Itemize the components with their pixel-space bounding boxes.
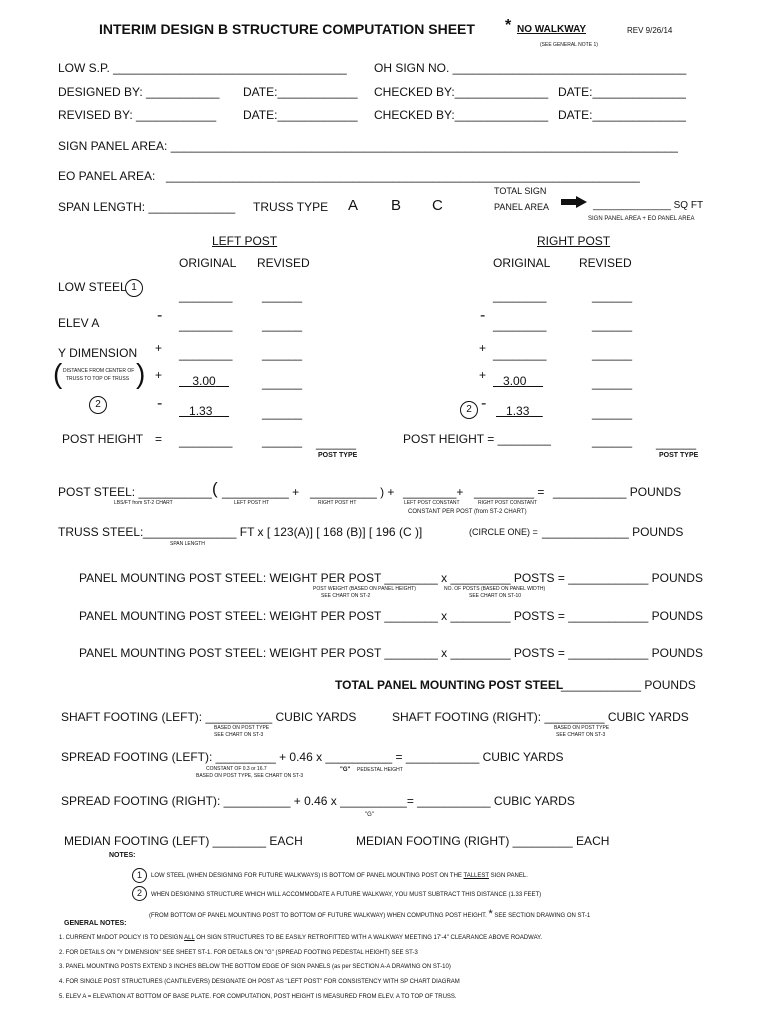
eo-panel-area-field[interactable]: _______________________________________________________________________	[166, 169, 640, 183]
right-post-height-field[interactable]: POST HEIGHT = ________	[403, 432, 551, 446]
right-orig-y-dim[interactable]: ________	[493, 347, 547, 361]
left-value-300: 3.00	[192, 374, 216, 388]
g-note-right: "G"	[365, 812, 374, 818]
low-sp-field[interactable]: LOW S.P. ___________________________________	[58, 61, 347, 75]
left-rev-elev-a[interactable]: ______	[262, 318, 303, 332]
constant-note-1: CONSTANT OF 0.3 or 16.7	[206, 766, 267, 772]
circle-one-label: (CIRCLE ONE) =	[469, 527, 538, 537]
designed-by-field[interactable]: DESIGNED BY: ___________	[58, 85, 220, 99]
left-revised-heading: REVISED	[257, 256, 310, 270]
post-steel-pounds[interactable]: ___________ POUNDS	[553, 485, 682, 499]
distance-note-1: DISTANCE FROM CENTER OF	[63, 368, 135, 374]
g-note: "G"	[340, 767, 351, 773]
left-rev-truss-depth[interactable]: ______	[262, 376, 303, 390]
no-walkway-label: NO WALKWAY	[517, 24, 587, 35]
median-footing-right-field[interactable]: MEDIAN FOOTING (RIGHT) _________ EACH	[356, 834, 610, 848]
left-rev-low-steel[interactable]: ______	[262, 289, 303, 303]
left-orig-y-dim[interactable]: ________	[179, 347, 233, 361]
left-value-133: 1.33	[189, 404, 213, 418]
revision-label: REV 9/26/14	[627, 26, 673, 35]
right-value-133: 1.33	[506, 404, 530, 418]
spread-footing-right-field[interactable]: SPREAD FOOTING (RIGHT): __________ + 0.46 x __________= ___________ CUBIC YARDS	[61, 794, 575, 808]
total-sqft-field[interactable]: ______________ SQ FT	[593, 200, 704, 211]
left-rev-y-dim[interactable]: ______	[262, 347, 303, 361]
plus-sign: +	[479, 368, 487, 382]
span-length-note: SPAN LENGTH	[170, 541, 205, 547]
note-2-marker: 2	[460, 401, 478, 419]
note-1-marker: 1	[132, 868, 147, 883]
left-post-ht-field[interactable]: __________ +	[222, 485, 300, 499]
general-note-3: 3. PANEL MOUNTING POSTS EXTEND 3 INCHES BELOW THE BOTTOM EDGE OF SIGN PANELS (as per SECTION A-A DRAWING ON ST-10)	[59, 964, 451, 970]
eo-panel-area-label: EO PANEL AREA:	[58, 169, 156, 183]
right-post-ht-field[interactable]: __________ ) +	[310, 485, 395, 499]
post-height-label: POST HEIGHT	[62, 432, 144, 446]
arrow-right-icon	[561, 195, 587, 207]
general-note-2: 2. FOR DETAILS ON "Y DIMENSION" SEE SHEET ST-1. FOR DETAILS ON "G" (SPREAD FOOTING PEDESTAL HEIGHT) SEE ST-3	[59, 950, 418, 956]
asterisk-mark: *	[505, 17, 512, 34]
left-original-heading: ORIGINAL	[179, 256, 237, 270]
right-orig-walkway-offset	[496, 405, 543, 417]
truss-option-b[interactable]: B	[391, 197, 402, 214]
right-orig-elev-a[interactable]: ________	[493, 318, 547, 332]
page-title: INTERIM DESIGN B STRUCTURE COMPUTATION SHEET	[99, 21, 475, 37]
open-paren: (	[212, 479, 218, 498]
note-1-main: LOW STEEL (WHEN DESIGNING FOR FUTURE WALKWAYS) IS BOTTOM OF PANEL MOUNTING POST ON THE	[151, 873, 462, 879]
oh-sign-no-field[interactable]: OH SIGN NO. ___________________________________	[374, 61, 687, 75]
general-note-5: 5. ELEV A = ELEVATION AT BOTTOM OF BASE PLATE. FOR COMPUTATION, POST HEIGHT IS MEASURED FROM ELEV. A TO TOP OF TRUSS.	[59, 994, 457, 1000]
shaft-footing-right-field[interactable]: SHAFT FOOTING (RIGHT): _________ CUBIC YARDS	[392, 710, 689, 724]
total-panel-mounting-field[interactable]: ____________ POUNDS	[561, 678, 696, 692]
left-orig-truss-depth	[179, 375, 229, 387]
left-orig-low-steel[interactable]: ________	[179, 289, 233, 303]
general-note-4: 4. FOR SINGLE POST STRUCTURES (CANTILEVERS) DESIGNATE OH POST AS "LEFT POST" FOR CONSISTENCY WITH SP CHART DIAGRAM	[59, 979, 460, 985]
post-weight-note-1: POST WEIGHT (BASED ON PANEL HEIGHT)	[313, 586, 416, 592]
elev-a-label: ELEV A	[58, 316, 100, 330]
right-post-type-field[interactable]: ______	[656, 436, 697, 450]
note-2-text: WHEN DESIGNING STRUCTURE WHICH WILL ACCOMMODATE A FUTURE WALKWAY, YOU MUST SUBTRACT THIS DISTANCE (1.33 FEET)	[151, 892, 542, 898]
constant-per-post-note: CONSTANT PER POST (from ST-2 CHART)	[408, 509, 527, 515]
low-steel-label: LOW STEEL	[58, 280, 127, 294]
date-field-4[interactable]: DATE:______________	[558, 108, 686, 122]
median-footing-left-field[interactable]: MEDIAN FOOTING (LEFT) ________ EACH	[64, 834, 303, 848]
left-post-ht-note: LEFT POST HT	[234, 500, 270, 506]
note-2-marker: 2	[89, 396, 107, 414]
right-rev-truss-depth[interactable]: ______	[592, 376, 633, 390]
truss-steel-pounds[interactable]: _____________ POUNDS	[542, 525, 684, 539]
right-post-heading: RIGHT POST	[537, 234, 611, 248]
shaft-footing-left-field[interactable]: SHAFT FOOTING (LEFT): __________ CUBIC YARDS	[61, 710, 357, 724]
revised-by-field[interactable]: REVISED BY: ____________	[58, 108, 217, 122]
minus-sign: -	[157, 307, 163, 324]
sign-panel-area-field[interactable]: SIGN PANEL AREA: ____________________________________________________________________________	[58, 139, 678, 153]
right-rev-low-steel[interactable]: ______	[592, 289, 633, 303]
truss-option-a[interactable]: A	[348, 197, 359, 214]
right-orig-low-steel[interactable]: ________	[493, 289, 547, 303]
left-orig-walkway-offset	[179, 405, 229, 417]
left-post-const-note: LEFT POST CONSTANT	[404, 500, 460, 506]
left-rev-walkway-offset[interactable]: ______	[262, 406, 303, 420]
span-length-field[interactable]: SPAN LENGTH: _____________	[58, 200, 236, 214]
truss-type-label: TRUSS TYPE	[253, 200, 329, 214]
panel-mounting-row-3[interactable]: PANEL MOUNTING POST STEEL: WEIGHT PER POST ________ x _________ POSTS = ____________ POUNDS	[79, 646, 703, 660]
y-dimension-label: Y DIMENSION	[58, 346, 138, 360]
plus-sign: +	[155, 368, 163, 382]
left-orig-elev-a[interactable]: ________	[179, 318, 233, 332]
note-1-marker: 1	[125, 279, 143, 297]
minus-sign: -	[481, 395, 487, 412]
total-sign-label: TOTAL SIGN	[494, 186, 547, 196]
general-note-1-all: ALL	[184, 935, 195, 941]
date-field-2[interactable]: DATE:______________	[558, 85, 686, 99]
left-post-type-field[interactable]: ______	[316, 436, 357, 450]
date-field-3[interactable]: DATE:____________	[243, 108, 358, 122]
left-post-heading: LEFT POST	[212, 234, 278, 248]
post-weight-note-2: SEE CHART ON ST-2	[321, 593, 371, 599]
right-rev-elev-a[interactable]: ______	[592, 318, 633, 332]
note-2-marker: 2	[132, 886, 147, 901]
minus-sign: -	[157, 395, 163, 412]
general-note-1-a: 1. CURRENT MnDOT POLICY IS TO DESIGN	[59, 935, 183, 941]
asterisk-mark: *	[488, 908, 493, 920]
note-2-cont-text: (FROM BOTTOM OF PANEL MOUNTING POST TO BOTTOM OF FUTURE WALKWAY) WHEN COMPUTING POST HEIGHT.	[149, 913, 487, 919]
date-field-1[interactable]: DATE:____________	[243, 85, 358, 99]
equals-sign: =	[155, 432, 163, 446]
open-bracket: (	[53, 358, 63, 389]
spread-footing-left-field[interactable]: SPREAD FOOTING (LEFT): _________ + 0.46 x __________ = ___________ CUBIC YARDS	[61, 750, 564, 764]
plus-sign: +	[479, 341, 487, 355]
general-note-1-b: OH SIGN STRUCTURES TO BE EASILY RETROFITTED WITH A WALKWAY MEETING 17'-4" CLEARANCE ABOVE ROADWAY.	[196, 935, 543, 941]
sign-area-note: SIGN PANEL AREA + EO PANEL AREA	[588, 216, 695, 222]
left-post-type-label: POST TYPE	[318, 452, 358, 459]
pedestal-note: PEDESTAL HEIGHT	[357, 767, 403, 773]
note-1-tallest: TALLEST	[463, 873, 489, 879]
checked-by-field-2[interactable]: CHECKED BY:______________	[374, 108, 549, 122]
right-post-const-note: RIGHT POST CONSTANT	[478, 500, 537, 506]
shaft-right-note-2: SEE CHART ON ST-3	[556, 732, 606, 738]
post-steel-field[interactable]: POST STEEL: ___________	[58, 485, 212, 499]
truss-steel-label: TRUSS STEEL:	[58, 525, 144, 539]
panel-area-label: PANEL AREA	[494, 202, 550, 212]
right-post-const-field[interactable]: _________ =	[474, 485, 545, 499]
notes-label: NOTES:	[109, 852, 136, 859]
right-post-type-label: POST TYPE	[659, 452, 699, 459]
right-rev-post-height[interactable]: ______	[592, 434, 633, 448]
right-orig-truss-depth	[493, 375, 543, 387]
note-1-text	[151, 873, 528, 879]
note-2-see-section: SEE SECTION DRAWING ON ST-1	[494, 913, 591, 919]
shaft-left-note-2: SEE CHART ON ST-3	[214, 732, 264, 738]
posts-count-note-1: NO. OF POSTS (BASED ON PANEL WIDTH)	[444, 586, 546, 592]
left-post-const-field[interactable]: ________+	[403, 485, 464, 499]
plus-sign: +	[155, 341, 163, 355]
left-rev-post-height[interactable]: ______	[262, 434, 303, 448]
see-note-label: (SEE GENERAL NOTE 1)	[540, 42, 598, 48]
panel-mounting-row-1[interactable]: PANEL MOUNTING POST STEEL: WEIGHT PER POST ________ x _________ POSTS = ____________ POUNDS	[79, 571, 703, 585]
constant-note-2: BASED ON POST TYPE, SEE CHART ON ST-3	[196, 773, 304, 779]
note-1-end: SIGN PANEL.	[490, 873, 528, 879]
panel-mounting-row-2[interactable]: PANEL MOUNTING POST STEEL: WEIGHT PER POST ________ x _________ POSTS = ____________ POUNDS	[79, 609, 703, 623]
lbs-ft-note: LBS/FT from ST-2 CHART	[114, 500, 173, 506]
general-notes-label: GENERAL NOTES:	[64, 920, 127, 927]
distance-note-2: TRUSS TO TOP OF TRUSS	[66, 376, 130, 382]
note-2-continued	[149, 909, 590, 920]
posts-count-note-2: SEE CHART ON ST-10	[469, 593, 522, 599]
right-value-300: 3.00	[503, 374, 527, 388]
right-original-heading: ORIGINAL	[493, 256, 551, 270]
close-bracket: )	[136, 358, 146, 389]
minus-sign: -	[480, 307, 486, 324]
shaft-left-note-1: BASED ON POST TYPE	[214, 725, 270, 731]
total-panel-mounting-label: TOTAL PANEL MOUNTING POST STEEL	[335, 678, 564, 692]
left-orig-post-height[interactable]: ________	[179, 434, 233, 448]
right-revised-heading: REVISED	[579, 256, 632, 270]
truss-steel-field[interactable]: ______________ FT x [ 123(A)] [ 168 (B)] [ 196 (C )]	[143, 525, 423, 539]
right-rev-y-dim[interactable]: ______	[592, 347, 633, 361]
right-post-ht-note: RIGHT POST HT	[318, 500, 357, 506]
truss-option-c[interactable]: C	[432, 197, 443, 214]
general-note-1	[59, 935, 542, 941]
checked-by-field-1[interactable]: CHECKED BY:______________	[374, 85, 549, 99]
shaft-right-note-1: BASED ON POST TYPE	[554, 725, 610, 731]
right-rev-walkway-offset[interactable]: ______	[592, 406, 633, 420]
